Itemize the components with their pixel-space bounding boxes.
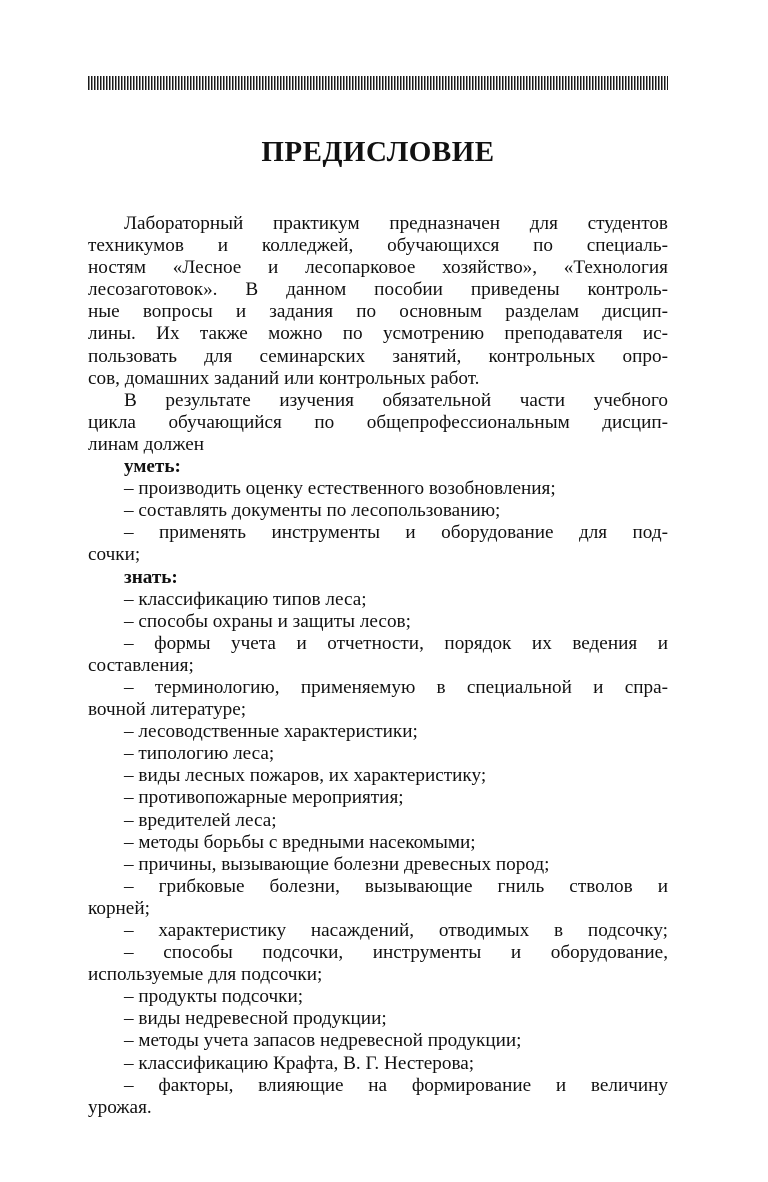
list-item: – терминологию, применяемую в специальной и спра-	[124, 676, 668, 698]
list-item: – способы охраны и защиты лесов;	[124, 610, 411, 632]
list-item: – виды недревесной продукции;	[124, 1008, 387, 1030]
list-item: – причины, вызывающие болезни древесных пород;	[124, 853, 550, 875]
list-item: – грибковые болезни, вызывающие гниль стволов и	[124, 875, 668, 897]
list-item-continuation: сочки;	[88, 544, 141, 566]
list-item: – составлять документы по лесопользованию;	[124, 500, 501, 522]
page-title: ПРЕДИСЛОВИЕ	[261, 136, 495, 168]
paragraph-line: лесозаготовок». В данном пособии приведены контроль-	[88, 279, 668, 301]
list-item: – классификацию Крафта, В. Г. Нестерова;	[124, 1052, 475, 1074]
list-item: – методы борьбы с вредными насекомыми;	[124, 831, 476, 853]
list-item: – производить оценку естественного возобновления;	[124, 478, 556, 500]
list-item-continuation: составления;	[88, 654, 194, 676]
list-item: – формы учета и отчетности, порядок их ведения и	[124, 632, 668, 654]
list-item: – противопожарные мероприятия;	[124, 787, 404, 809]
list-item: – типологию леса;	[124, 743, 275, 765]
list-item: – способы подсочки, инструменты и оборудование,	[124, 942, 668, 964]
page	[88, 76, 668, 1119]
list-item: – вредителей леса;	[124, 809, 277, 831]
list-item-continuation: используемые для подсочки;	[88, 964, 323, 986]
list-item: – продукты подсочки;	[124, 986, 304, 1008]
paragraph-line: линам должен	[88, 433, 205, 455]
body-text	[88, 213, 668, 1119]
list-item: – лесоводственные характеристики;	[124, 721, 418, 743]
paragraph-line: Лабораторный практикум предназначен для студентов	[124, 213, 668, 234]
section-heading-znat: знать:	[124, 566, 178, 588]
paragraph-line: лины. Их также можно по усмотрению преподавателя ис-	[88, 323, 668, 345]
list-item-continuation: урожая.	[88, 1096, 152, 1118]
paragraph-line: ностям «Лесное и лесопарковое хозяйство», «Технология	[88, 257, 668, 279]
list-item: – виды лесных пожаров, их характеристику;	[124, 765, 487, 787]
paragraph-line: цикла обучающийся по общепрофессиональным дисцип-	[88, 411, 668, 433]
paragraph-line: техникумов и колледжей, обучающихся по специаль-	[88, 235, 668, 257]
list-item: – классификацию типов леса;	[124, 588, 367, 610]
section-heading-umet: уметь:	[124, 456, 181, 478]
paragraph-line: ные вопросы и задания по основным разделам дисцип-	[88, 301, 668, 323]
list-item: – применять инструменты и оборудование для под-	[124, 522, 668, 544]
header-hatched-rule	[88, 76, 668, 90]
list-item-continuation: вочной литературе;	[88, 699, 247, 721]
paragraph-line: сов, домашних заданий или контрольных работ.	[88, 367, 480, 389]
paragraph-line: пользовать для семинарских занятий, контрольных опро-	[88, 345, 668, 367]
list-item: – факторы, влияющие на формирование и величину	[124, 1074, 668, 1096]
paragraph-line: В результате изучения обязательной части учебного	[124, 389, 668, 411]
list-item-continuation: корней;	[88, 897, 150, 919]
list-item: – характеристику насаждений, отводимых в подсочку;	[124, 920, 668, 941]
list-item: – методы учета запасов недревесной продукции;	[124, 1030, 522, 1052]
